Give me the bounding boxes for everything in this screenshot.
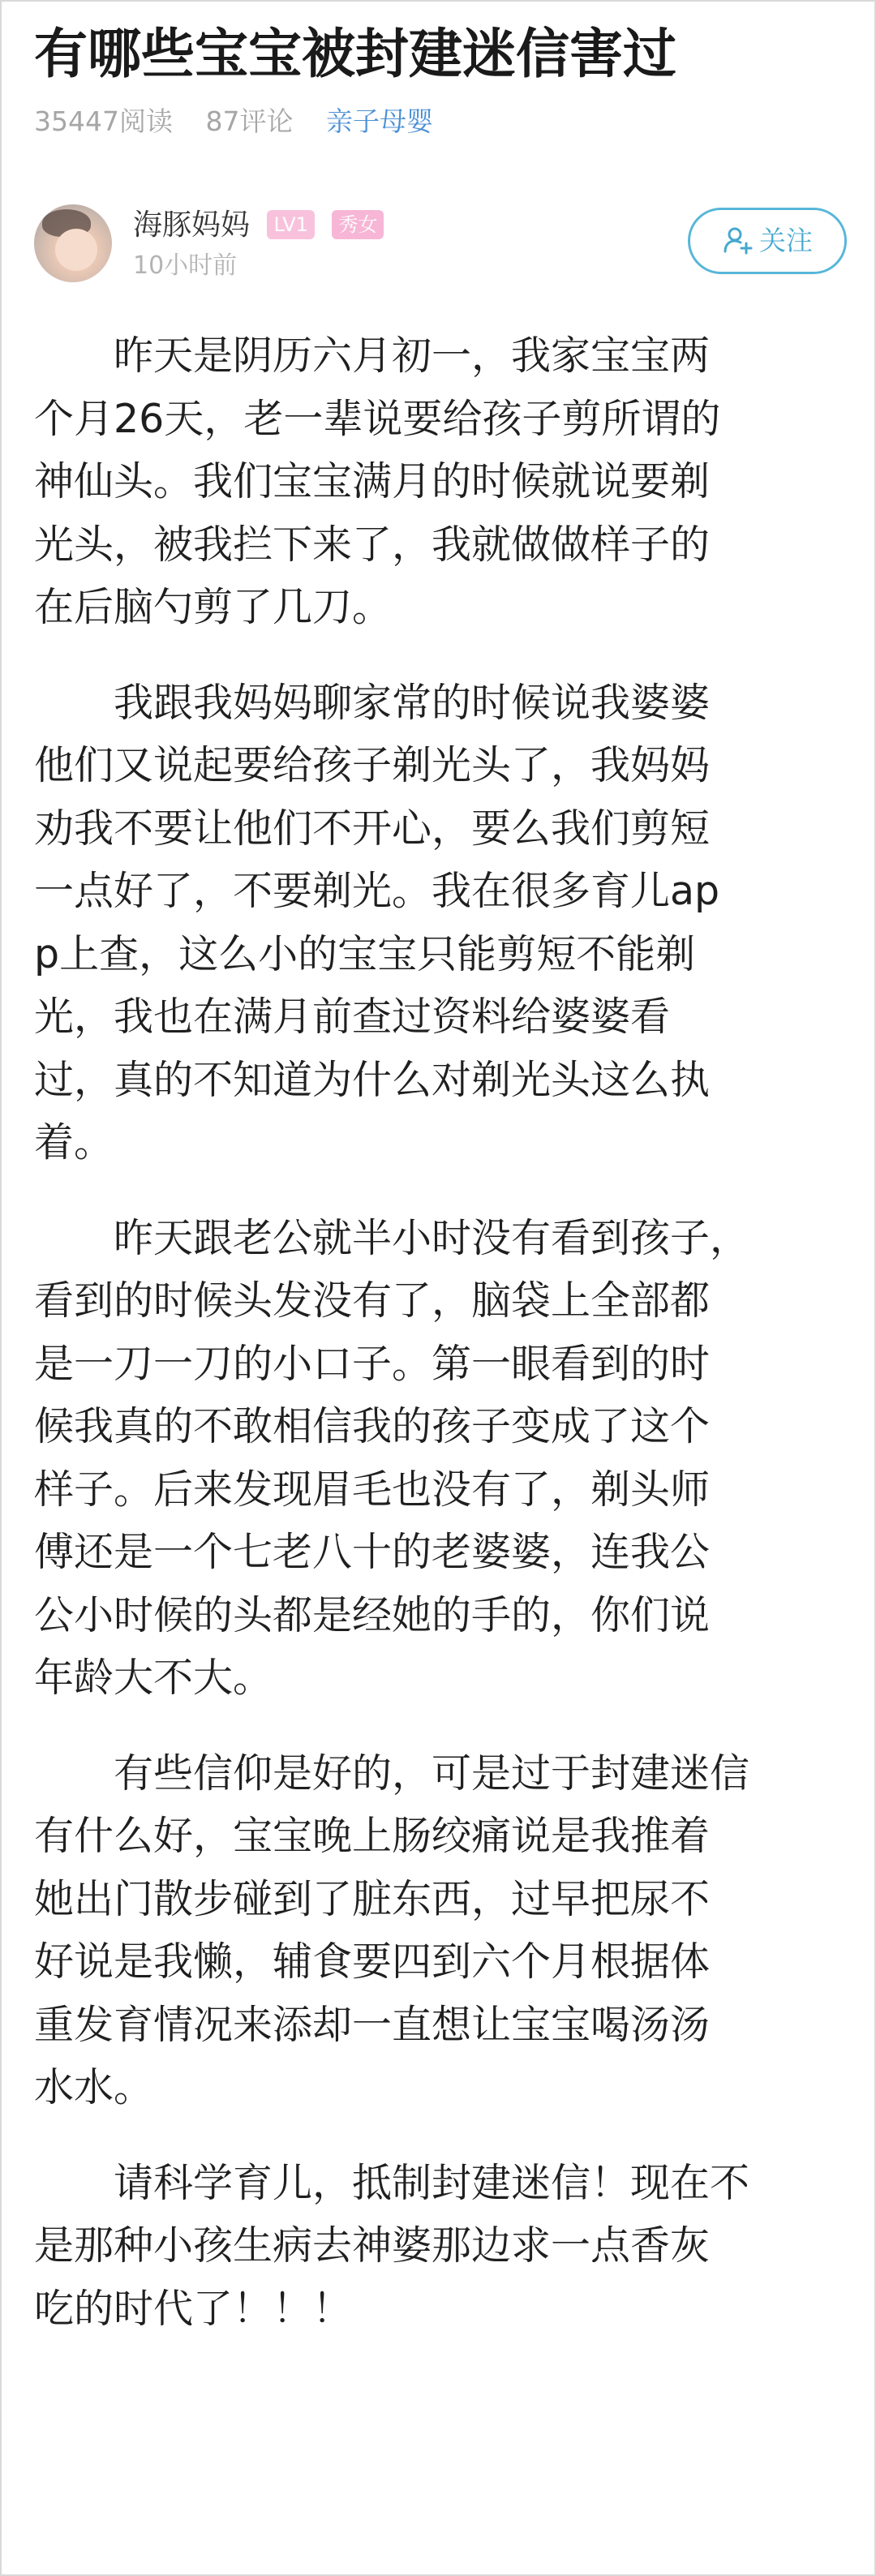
text-line: 有什么好，宝宝晚上肠绞痛说是我推着 (34, 1813, 711, 1859)
text-line: 我跟我妈妈聊家常的时候说我婆婆 (34, 679, 711, 726)
post-title: 有哪些宝宝被封建迷信害过 (34, 23, 676, 85)
avatar-face (55, 229, 97, 271)
author-row (34, 204, 845, 294)
post-time: 10小时前 (133, 251, 238, 280)
author-name-line (133, 206, 384, 245)
follow-button[interactable] (688, 208, 847, 274)
comment-count[interactable]: 87评论 (205, 105, 294, 137)
text-line: 看到的时候头发没有了，脑袋上全部都 (34, 1277, 711, 1324)
text-line: 过，真的不知道为什么对剃光头这么执 (34, 1056, 711, 1103)
text-line: 劝我不要让他们不开心，要么我们剪短 (34, 805, 711, 852)
text-line: 光头，被我拦下来了，我就做做样子的 (34, 521, 711, 568)
text-line: 神仙头。我们宝宝满月的时候就说要剃 (34, 458, 711, 504)
add-user-icon (722, 224, 754, 256)
author-name[interactable]: 海豚妈妈 (133, 208, 251, 242)
text-line: 样子。后来发现眉毛也没有了，剃头师 (34, 1466, 711, 1513)
text-line: 好说是我懒，辅食要四到六个月根据体 (34, 1938, 711, 1985)
text-line: 一点好了，不要剃光。我在很多育儿ap (34, 868, 720, 914)
text-line: 她出门散步碰到了脏东西，过早把尿不 (34, 1875, 711, 1922)
avatar[interactable] (34, 204, 112, 282)
text-line: 公小时候的头都是经她的手的，你们说 (34, 1591, 711, 1638)
text-line: 请科学育儿，抵制封建迷信！现在不 (34, 2159, 750, 2206)
text-line: 个月26天，老一辈说要给孩子剪所谓的 (34, 395, 721, 442)
paragraph (34, 324, 845, 639)
text-line: 吃的时代了！！！ (34, 2285, 353, 2332)
text-line: 水水。 (34, 2064, 154, 2110)
title-badge: 秀女 (332, 210, 384, 239)
paragraph (34, 1207, 845, 1710)
category-link[interactable]: 亲子母婴 (325, 105, 433, 137)
text-line: 是那种小孩生病去神婆那边求一点香灰 (34, 2222, 711, 2269)
text-line: 他们又说起要给孩子剃光头了，我妈妈 (34, 742, 711, 788)
text-line: 傅还是一个七老八十的老婆婆，连我公 (34, 1529, 711, 1575)
paragraph (34, 2152, 845, 2341)
text-line: 是一刀一刀的小口子。第一眼看到的时 (34, 1340, 711, 1387)
text-line: 在后脑勺剪了几刀。 (34, 584, 393, 630)
text-line: 年龄大不大。 (34, 1655, 273, 1701)
text-line: 光，我也在满月前查过资料给婆婆看 (34, 994, 671, 1040)
text-line: 昨天跟老公就半小时没有看到孩子， (34, 1214, 750, 1261)
text-line: 昨天是阴历六月初一，我家宝宝两 (34, 333, 711, 379)
post-body (34, 324, 845, 2340)
read-count: 35447阅读 (34, 105, 173, 137)
level-badge: LV1 (267, 210, 314, 239)
text-line: 候我真的不敢相信我的孩子变成了这个 (34, 1403, 711, 1449)
follow-label: 关注 (759, 225, 813, 256)
text-line: 重发育情况来添却一直想让宝宝喝汤汤 (34, 2001, 711, 2048)
text-line: 着。 (34, 1119, 114, 1166)
post-meta (34, 104, 433, 140)
text-line: p上查，这么小的宝宝只能剪短不能剃 (34, 930, 696, 977)
text-line: 有些信仰是好的，可是过于封建迷信 (34, 1750, 750, 1797)
paragraph (34, 672, 845, 1174)
paragraph (34, 1742, 845, 2119)
